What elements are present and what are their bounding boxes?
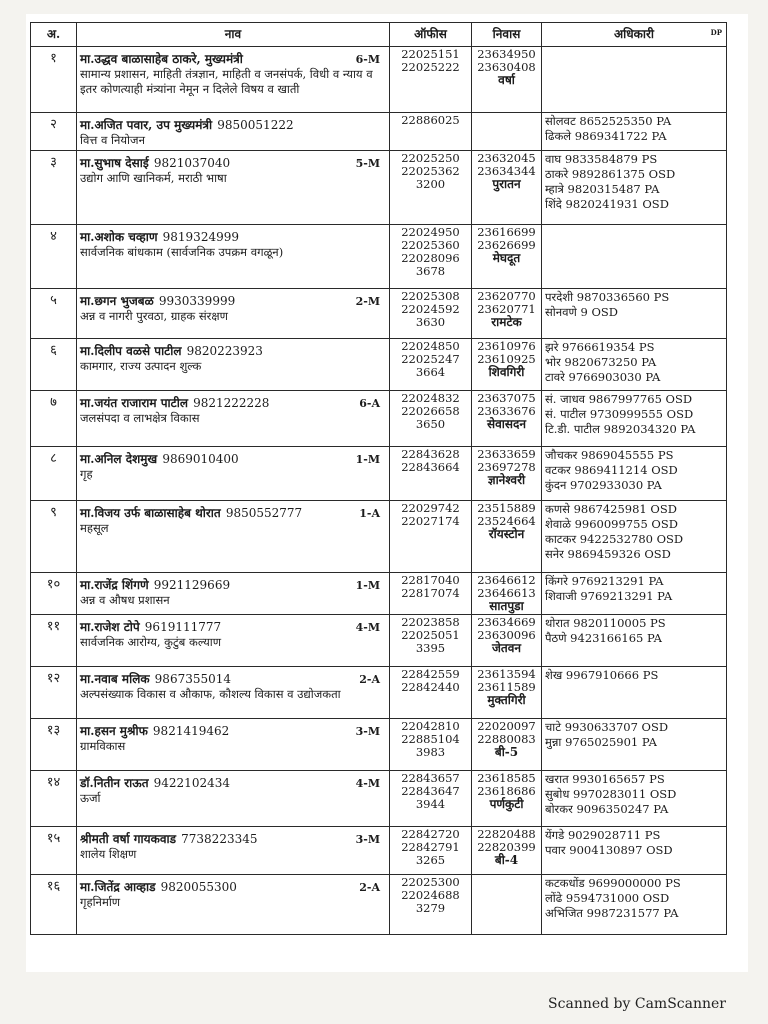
officers-cell bbox=[542, 447, 727, 501]
minister-name: मा.हसन मुश्रीफ bbox=[80, 724, 148, 738]
bungalow-name: बी-4 bbox=[494, 853, 519, 867]
officer-entry: सं. पाटील 9730999555 OSD bbox=[545, 407, 694, 421]
minister-phone: 9820055300 bbox=[160, 880, 237, 894]
portfolio: अन्न व नागरी पुरवठा, ग्राहक संरक्षण bbox=[80, 309, 228, 323]
officers-cell bbox=[542, 391, 727, 447]
office-phones bbox=[390, 391, 472, 447]
officers-cell bbox=[542, 501, 727, 573]
table-row bbox=[31, 391, 727, 447]
officer-entry: भोर 9820673250 PA bbox=[545, 355, 657, 369]
office-phone: 22042810 bbox=[401, 719, 460, 733]
table-header-row bbox=[31, 23, 727, 47]
minister-phone: 9821419462 bbox=[152, 724, 230, 738]
bungalow-name: ज्ञानेश्वरी bbox=[487, 473, 526, 487]
residence-phone: 23646613 bbox=[477, 586, 536, 600]
minister-phone: 9867355014 bbox=[154, 672, 232, 686]
scanner-watermark: Scanned by CamScanner bbox=[548, 996, 726, 1012]
minister-name: मा.उद्धव बाळासाहेब ठाकरे, मुख्यमंत्री bbox=[80, 52, 243, 66]
officer-entry: कणसे 9867425981 OSD bbox=[545, 502, 677, 516]
portfolio: सार्वजनिक बांधकाम (सार्वजनिक उपक्रम वगळून) bbox=[80, 245, 284, 259]
table-row bbox=[31, 573, 727, 615]
minister-phone: 9850051222 bbox=[217, 118, 294, 132]
office-phones bbox=[390, 573, 472, 615]
minister-code: 1-M bbox=[355, 453, 380, 466]
officer-entry: टावरे 9766903030 PA bbox=[545, 370, 661, 384]
minister-phone: 9850552777 bbox=[225, 506, 303, 520]
officer-entry: मुन्ना 9765025901 PA bbox=[545, 735, 657, 749]
table-row bbox=[31, 447, 727, 501]
residence-phone: 23634950 bbox=[477, 47, 536, 61]
bungalow-name: रामटेक bbox=[491, 315, 522, 329]
minister-cell bbox=[77, 289, 390, 339]
officer-entry: येंगडे 9029028711 PS bbox=[545, 828, 661, 842]
office-phone: 22886025 bbox=[401, 113, 460, 127]
residence-cell bbox=[472, 225, 542, 289]
office-phone: 22027174 bbox=[401, 514, 460, 528]
residence-cell bbox=[472, 151, 542, 225]
minister-code: 2-A bbox=[359, 881, 380, 894]
portfolio: उद्योग आणि खानिकर्म, मराठी भाषा bbox=[80, 171, 227, 185]
residence-phone: 23515889 bbox=[477, 501, 536, 515]
minister-name: मा.राजेश टोपे bbox=[80, 620, 140, 634]
office-phone: 22025051 bbox=[401, 628, 460, 642]
officer-entry: वटकर 9869411214 OSD bbox=[545, 463, 678, 477]
bungalow-name: बी-5 bbox=[494, 745, 519, 759]
table-row bbox=[31, 151, 727, 225]
residence-phone: 23611589 bbox=[477, 680, 536, 694]
minister-code: 6-M bbox=[355, 53, 380, 66]
officer-entry: पवार 9004130897 OSD bbox=[545, 843, 673, 857]
officer-entry: शिंदे 9820241931 OSD bbox=[545, 197, 669, 211]
bungalow-name: सातपुडा bbox=[489, 599, 524, 613]
serial-number: ५ bbox=[31, 289, 77, 339]
officers-cell bbox=[542, 827, 727, 875]
portfolio: शालेय शिक्षण bbox=[80, 847, 137, 861]
officer-entry: सं. जाधव 9867997765 OSD bbox=[545, 392, 693, 406]
minister-phone: 9422102434 bbox=[153, 776, 230, 790]
residence-phone: 23633676 bbox=[477, 404, 536, 418]
minister-name: डॉ.नितीन राऊत bbox=[80, 776, 149, 790]
residence-phone: 23697278 bbox=[477, 460, 536, 474]
office-phone: 22025308 bbox=[401, 289, 460, 303]
residence-cell bbox=[472, 615, 542, 667]
officer-entry: चाटे 9930633707 OSD bbox=[545, 720, 669, 734]
office-phones bbox=[390, 615, 472, 667]
portfolio: ग्रामविकास bbox=[80, 739, 126, 753]
officer-entry: खरात 9930165657 PS bbox=[545, 772, 665, 786]
residence-cell bbox=[472, 501, 542, 573]
office-phones bbox=[390, 875, 472, 935]
portfolio: सार्वजनिक आरोग्य, कुटुंब कल्याण bbox=[80, 635, 222, 649]
office-phone: 22843628 bbox=[401, 447, 460, 461]
serial-number: १३ bbox=[31, 719, 77, 771]
officer-entry: बोरकर 9096350247 PA bbox=[545, 802, 669, 816]
officers-cell bbox=[542, 573, 727, 615]
serial-number: ८ bbox=[31, 447, 77, 501]
officer-entry: शेख 9967910666 PS bbox=[545, 668, 659, 682]
office-phone: 3279 bbox=[415, 901, 446, 915]
minister-name: मा.अशोक चव्हाण bbox=[80, 230, 158, 244]
minister-cell bbox=[77, 573, 390, 615]
officer-entry: कटकधोंड 9699000000 PS bbox=[545, 876, 681, 890]
minister-code: 6-A bbox=[359, 397, 380, 410]
minister-cell bbox=[77, 391, 390, 447]
office-phones bbox=[390, 339, 472, 391]
office-phone: 22817040 bbox=[401, 573, 460, 587]
residence-phone: 23633659 bbox=[477, 447, 536, 461]
officer-entry: जौचकर 9869045555 PS bbox=[545, 448, 674, 462]
bungalow-name: पर्णकुटी bbox=[489, 797, 524, 811]
residence-phone: 23610976 bbox=[477, 339, 536, 353]
minister-cell bbox=[77, 447, 390, 501]
residence-cell bbox=[472, 113, 542, 151]
minister-cell bbox=[77, 47, 390, 113]
officer-entry: परदेशी 9870336560 PS bbox=[545, 290, 670, 304]
minister-phone: 9619111777 bbox=[144, 620, 222, 634]
minister-phone: 9820223923 bbox=[186, 344, 263, 358]
office-phone: 3944 bbox=[415, 797, 446, 811]
minister-cell bbox=[77, 615, 390, 667]
office-phone: 22025360 bbox=[401, 238, 460, 252]
officer-entry: थोरात 9820110005 PS bbox=[545, 616, 666, 630]
bungalow-name: पुरातन bbox=[492, 177, 521, 191]
residence-phone: 23646612 bbox=[477, 573, 536, 587]
portfolio: अन्न व औषध प्रशासन bbox=[80, 593, 170, 607]
minister-phone: 9869010400 bbox=[162, 452, 239, 466]
office-phone: 22026658 bbox=[401, 404, 460, 418]
officer-entry: ढिकले 9869341722 PA bbox=[545, 129, 667, 143]
serial-number: १६ bbox=[31, 875, 77, 935]
table-row bbox=[31, 667, 727, 719]
office-phones bbox=[390, 667, 472, 719]
residence-phone: 23610925 bbox=[477, 352, 536, 366]
officer-entry: सोलवट 8652525350 PA bbox=[545, 114, 672, 128]
residence-phone: 23524664 bbox=[477, 514, 536, 528]
residence-cell bbox=[472, 289, 542, 339]
minister-code: 2-A bbox=[359, 673, 380, 686]
office-phone: 22024688 bbox=[401, 888, 460, 902]
office-phone: 22025222 bbox=[401, 60, 460, 74]
office-phone: 3664 bbox=[415, 365, 446, 379]
serial-number: १ bbox=[31, 47, 77, 113]
minister-name: मा.नवाब मलिक bbox=[80, 672, 150, 686]
table-row bbox=[31, 289, 727, 339]
table-row bbox=[31, 225, 727, 289]
minister-cell bbox=[77, 151, 390, 225]
table-row bbox=[31, 113, 727, 151]
office-phone: 3265 bbox=[415, 853, 446, 867]
office-phone: 22024592 bbox=[401, 302, 460, 316]
residence-cell bbox=[472, 339, 542, 391]
table-row bbox=[31, 339, 727, 391]
ministers-contact-table bbox=[30, 22, 727, 935]
residence-cell bbox=[472, 573, 542, 615]
residence-cell bbox=[472, 47, 542, 113]
dp-mark: DP bbox=[710, 28, 722, 37]
office-phone: 22025362 bbox=[401, 164, 460, 178]
serial-number: ९ bbox=[31, 501, 77, 573]
minister-code: 4-M bbox=[355, 621, 380, 634]
office-phone: 3630 bbox=[415, 315, 446, 329]
bungalow-name: मेघदूत bbox=[492, 251, 521, 265]
officer-entry: अभिजित 9987231577 PA bbox=[545, 906, 679, 920]
office-phone: 3983 bbox=[415, 745, 446, 759]
serial-number: १४ bbox=[31, 771, 77, 827]
officer-entry: किंगरे 9769213291 PA bbox=[545, 574, 664, 588]
serial-number: ६ bbox=[31, 339, 77, 391]
office-phone: 22029742 bbox=[401, 501, 460, 515]
office-phone: 22842720 bbox=[401, 827, 460, 841]
bungalow-name: मुक्तगिरी bbox=[487, 693, 526, 707]
table-row bbox=[31, 615, 727, 667]
minister-code: 1-A bbox=[359, 507, 380, 520]
residence-phone: 22880083 bbox=[477, 732, 536, 746]
minister-phone: 9819324999 bbox=[162, 230, 239, 244]
officer-entry: टि.डी. पाटील 9892034320 PA bbox=[545, 422, 696, 436]
serial-number: ११ bbox=[31, 615, 77, 667]
portfolio: अल्पसंख्याक विकास व औकाफ, कौशल्य विकास व उद्योजकता bbox=[80, 687, 341, 701]
portfolio: वित्त व नियोजन bbox=[80, 133, 145, 147]
office-phone: 22885104 bbox=[401, 732, 460, 746]
office-phone: 22842791 bbox=[401, 840, 460, 854]
office-phones bbox=[390, 47, 472, 113]
minister-name: मा.दिलीप वळसे पाटील bbox=[80, 344, 182, 358]
officers-cell bbox=[542, 289, 727, 339]
residence-cell bbox=[472, 391, 542, 447]
officer-entry: सोनवणे 9 OSD bbox=[545, 305, 618, 319]
residence-phone: 23620771 bbox=[477, 302, 536, 316]
officers-cell bbox=[542, 719, 727, 771]
serial-number: २ bbox=[31, 113, 77, 151]
portfolio: गृह bbox=[80, 467, 93, 481]
officer-entry: लोंढे 9594731000 OSD bbox=[545, 891, 670, 905]
officer-entry: म्हात्रे 9820315487 PA bbox=[545, 182, 660, 196]
bungalow-name: वर्षा bbox=[498, 73, 515, 87]
residence-phone: 23634669 bbox=[477, 615, 536, 629]
officer-entry: पैठणे 9423166165 PA bbox=[545, 631, 662, 645]
minister-name: मा.छगन भुजबळ bbox=[80, 294, 154, 308]
table-row bbox=[31, 771, 727, 827]
officer-entry: ठाकरे 9892861375 OSD bbox=[545, 167, 676, 181]
officers-cell bbox=[542, 225, 727, 289]
residence-phone: 23630096 bbox=[477, 628, 536, 642]
residence-cell bbox=[472, 719, 542, 771]
residence-cell bbox=[472, 771, 542, 827]
table-row bbox=[31, 875, 727, 935]
office-phone: 22843647 bbox=[401, 784, 460, 798]
portfolio: ऊर्जा bbox=[80, 791, 101, 805]
minister-phone: 7738223345 bbox=[181, 832, 258, 846]
officers-cell bbox=[542, 339, 727, 391]
residence-cell bbox=[472, 875, 542, 935]
table-row bbox=[31, 501, 727, 573]
minister-cell bbox=[77, 501, 390, 573]
residence-cell bbox=[472, 827, 542, 875]
bungalow-name: रॉयस्टोन bbox=[488, 527, 525, 541]
office-phones bbox=[390, 151, 472, 225]
office-phones bbox=[390, 289, 472, 339]
minister-code: 2-M bbox=[355, 295, 380, 308]
minister-cell bbox=[77, 667, 390, 719]
minister-name: मा.अजित पवार, उप मुख्यमंत्री bbox=[80, 118, 213, 132]
office-phone: 22842559 bbox=[401, 667, 460, 681]
office-phone: 22024950 bbox=[401, 225, 460, 239]
office-phone: 22025300 bbox=[401, 875, 460, 889]
minister-name: मा.जयंत राजाराम पाटील bbox=[80, 396, 188, 410]
minister-phone: 9930339999 bbox=[158, 294, 236, 308]
minister-cell bbox=[77, 339, 390, 391]
minister-name: मा.जितेंद्र आव्हाड bbox=[80, 880, 156, 894]
portfolio: सामान्य प्रशासन, माहिती तंत्रज्ञान, माहिती व जनसंपर्क, विधी व न्याय व इतर कोणत्याही मंत्र्यांना नेमून न दिलेले विषय व खाती bbox=[80, 67, 373, 96]
office-phones bbox=[390, 447, 472, 501]
header-officer-label: अधिकारी bbox=[614, 27, 654, 41]
officers-cell bbox=[542, 875, 727, 935]
office-phone: 22843657 bbox=[401, 771, 460, 785]
office-phones bbox=[390, 113, 472, 151]
officers-cell bbox=[542, 151, 727, 225]
serial-number: १० bbox=[31, 573, 77, 615]
minister-name: श्रीमती वर्षा गायकवाड bbox=[80, 832, 177, 846]
office-phones bbox=[390, 771, 472, 827]
minister-phone: 9821222228 bbox=[193, 396, 270, 410]
officer-entry: काटकर 9422532780 OSD bbox=[545, 532, 684, 546]
table-row bbox=[31, 47, 727, 113]
header-sr: अ. bbox=[31, 23, 77, 47]
residence-phone: 23618585 bbox=[477, 771, 536, 785]
minister-cell bbox=[77, 113, 390, 151]
office-phone: 22025250 bbox=[401, 151, 460, 165]
minister-name: मा.विजय उर्फ बाळासाहेब थोरात bbox=[80, 506, 221, 520]
portfolio: महसूल bbox=[80, 521, 109, 535]
officer-entry: शिवाजी 9769213291 PA bbox=[545, 589, 673, 603]
officer-entry: सुबोध 9970283011 OSD bbox=[545, 787, 677, 801]
table-row bbox=[31, 827, 727, 875]
officer-entry: सनेर 9869459326 OSD bbox=[545, 547, 671, 561]
officers-cell bbox=[542, 113, 727, 151]
office-phones bbox=[390, 719, 472, 771]
officer-entry: झरे 9766619354 PS bbox=[545, 340, 655, 354]
serial-number: ४ bbox=[31, 225, 77, 289]
bungalow-name: सेवासदन bbox=[486, 417, 527, 431]
serial-number: ३ bbox=[31, 151, 77, 225]
minister-phone: 9921129669 bbox=[153, 578, 231, 592]
officers-cell bbox=[542, 667, 727, 719]
serial-number: १५ bbox=[31, 827, 77, 875]
office-phone: 22842440 bbox=[401, 680, 460, 694]
office-phone: 22843664 bbox=[401, 460, 460, 474]
minister-code: 1-M bbox=[355, 579, 380, 592]
table-row bbox=[31, 719, 727, 771]
residence-phone: 22820488 bbox=[477, 827, 536, 841]
office-phone: 22028096 bbox=[401, 251, 460, 265]
minister-cell bbox=[77, 225, 390, 289]
office-phone: 22025151 bbox=[401, 47, 460, 61]
residence-phone: 23620770 bbox=[477, 289, 536, 303]
minister-code: 3-M bbox=[355, 725, 380, 738]
portfolio: गृहनिर्माण bbox=[80, 895, 121, 909]
office-phone: 3395 bbox=[415, 641, 446, 655]
residence-cell bbox=[472, 667, 542, 719]
minister-name: मा.राजेंद्र शिंगणे bbox=[80, 578, 149, 592]
residence-phone: 23637075 bbox=[477, 391, 536, 405]
minister-code: 5-M bbox=[355, 157, 380, 170]
minister-phone: 9821037040 bbox=[153, 156, 231, 170]
serial-number: १२ bbox=[31, 667, 77, 719]
header-name: नाव bbox=[77, 23, 390, 47]
office-phones bbox=[390, 225, 472, 289]
office-phone: 22817074 bbox=[401, 586, 460, 600]
office-phones bbox=[390, 827, 472, 875]
minister-cell bbox=[77, 719, 390, 771]
office-phones bbox=[390, 501, 472, 573]
officer-entry: वाघ 9833584879 PS bbox=[545, 152, 658, 166]
bungalow-name: जेतवन bbox=[491, 641, 522, 655]
minister-code: 3-M bbox=[355, 833, 380, 846]
minister-cell bbox=[77, 875, 390, 935]
portfolio: जलसंपदा व लाभक्षेत्र विकास bbox=[80, 411, 200, 425]
officers-cell bbox=[542, 615, 727, 667]
portfolio: कामगार, राज्य उत्पादन शुल्क bbox=[80, 359, 202, 373]
officers-cell bbox=[542, 47, 727, 113]
header-office: ऑफीस bbox=[390, 23, 472, 47]
office-phone: 3650 bbox=[415, 417, 446, 431]
officer-entry: शेवाळे 9960099755 OSD bbox=[545, 517, 678, 531]
residence-phone: 22020097 bbox=[477, 719, 536, 733]
minister-cell bbox=[77, 827, 390, 875]
office-phone: 22025247 bbox=[401, 352, 460, 366]
officer-entry: कुंदन 9702933030 PA bbox=[545, 478, 662, 492]
residence-phone: 23616699 bbox=[477, 225, 536, 239]
header-officer bbox=[542, 23, 727, 47]
residence-phone: 23626699 bbox=[477, 238, 536, 252]
officers-cell bbox=[542, 771, 727, 827]
minister-cell bbox=[77, 771, 390, 827]
residence-phone: 22820399 bbox=[477, 840, 536, 854]
minister-name: मा.सुभाष देसाई bbox=[80, 156, 149, 170]
bungalow-name: शिवगिरी bbox=[488, 365, 525, 379]
header-residence: निवास bbox=[472, 23, 542, 47]
minister-name: मा.अनिल देशमुख bbox=[80, 452, 158, 466]
office-phone: 22023858 bbox=[401, 615, 460, 629]
residence-phone: 23618686 bbox=[477, 784, 536, 798]
table-body bbox=[31, 47, 727, 935]
minister-code: 4-M bbox=[355, 777, 380, 790]
residence-phone: 23634344 bbox=[477, 164, 536, 178]
serial-number: ७ bbox=[31, 391, 77, 447]
residence-phone: 23613594 bbox=[477, 667, 536, 681]
office-phone: 3678 bbox=[415, 264, 446, 278]
office-phone: 22024850 bbox=[401, 339, 460, 353]
residence-cell bbox=[472, 447, 542, 501]
residence-phone: 23632045 bbox=[477, 151, 536, 165]
office-phone: 3200 bbox=[415, 177, 446, 191]
office-phone: 22024832 bbox=[401, 391, 460, 405]
residence-phone: 23630408 bbox=[477, 60, 536, 74]
